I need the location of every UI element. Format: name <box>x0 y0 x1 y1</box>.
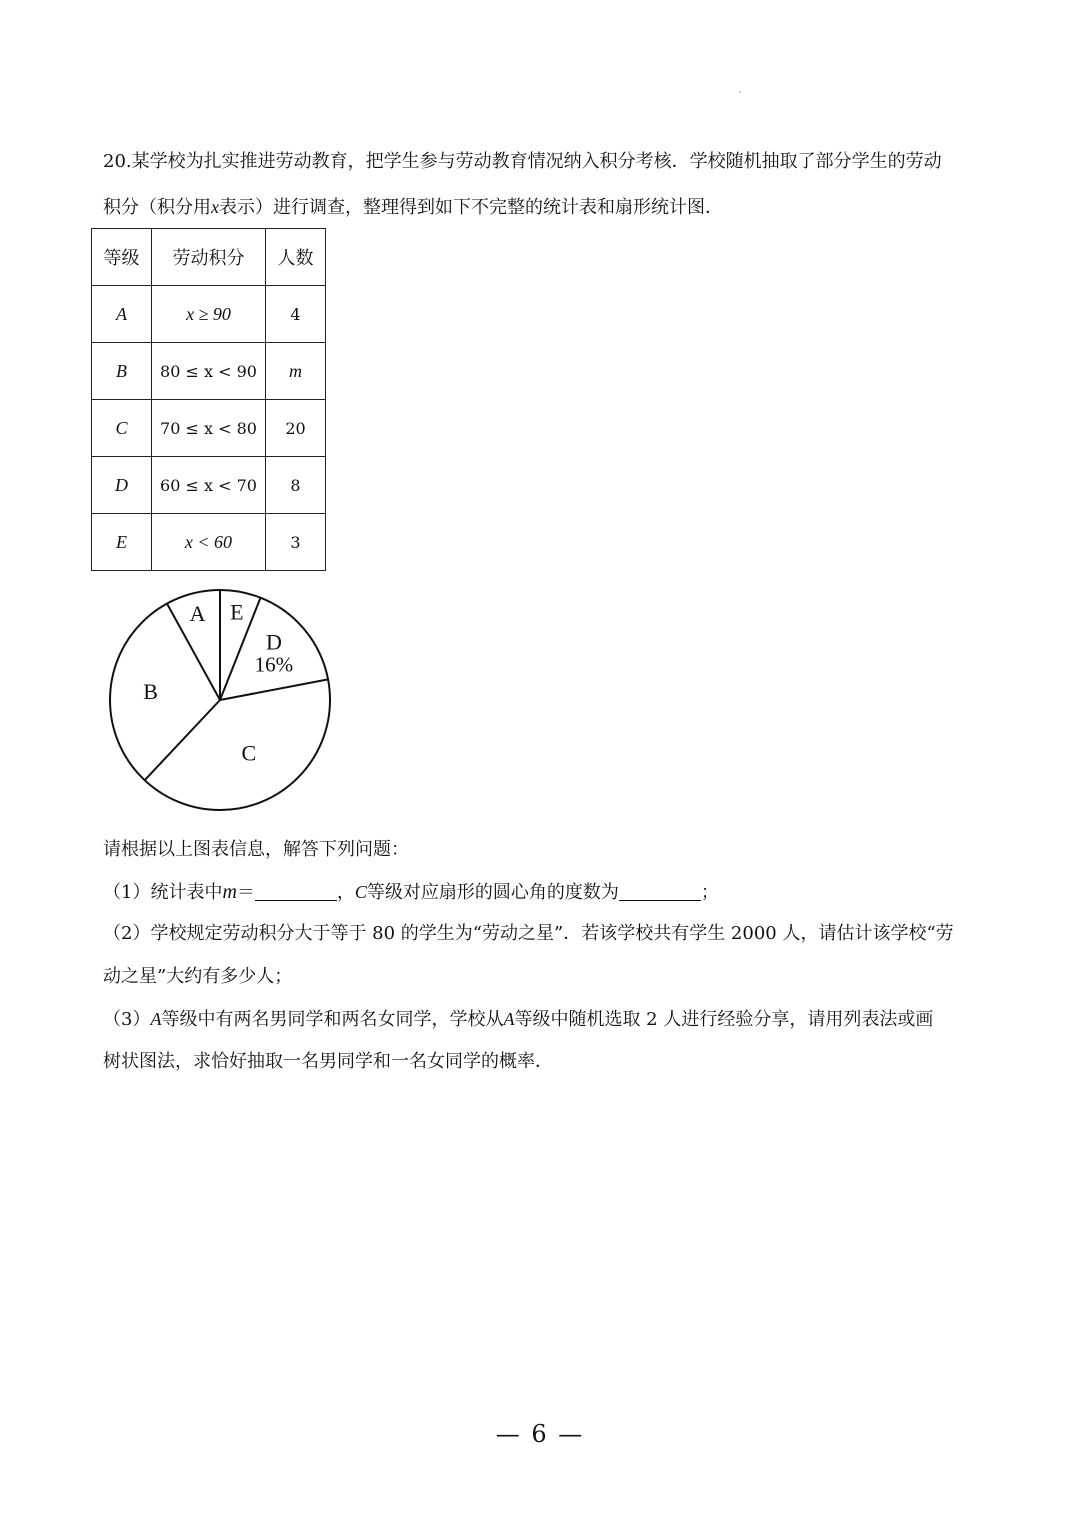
table-row <box>92 514 326 571</box>
cell-grade: C <box>92 400 152 457</box>
cell-range: 60 ≤ x < 70 <box>152 457 266 514</box>
header-count: 人数 <box>266 229 326 286</box>
question-1: （1）统计表中m＝ ，C等级对应扇形的圆心角的度数为 ； <box>103 881 719 903</box>
pie-label-C: C <box>241 740 257 766</box>
table-row <box>92 286 326 343</box>
cell-count: m <box>266 343 326 400</box>
cell-grade: B <box>92 343 152 400</box>
header-score: 劳动积分 <box>152 229 266 286</box>
answer-blank-m[interactable] <box>255 882 337 901</box>
answer-blank-angle[interactable] <box>619 882 701 901</box>
question-3-line1: （3）A等级中有两名男同学和两名女同学，学校从A等级中随机选取 2 人进行经验分享，请用列表法或画 <box>103 1009 934 1030</box>
pie-label-B: B <box>143 679 158 705</box>
cell-grade: D <box>92 457 152 514</box>
pie-label-E: E <box>230 599 244 625</box>
question-2-line1: （2）学校规定劳动积分大于等于 80 的学生为“劳动之星”．若该学校共有学生 2000 人，请估计该学校“劳 <box>103 923 954 944</box>
pie-label-D: D <box>265 629 282 655</box>
cell-grade: E <box>92 514 152 571</box>
questions-intro: 请根据以上图表信息，解答下列问题： <box>103 839 409 860</box>
cell-count: 3 <box>266 514 326 571</box>
score-table <box>91 228 326 571</box>
cell-count: 4 <box>266 286 326 343</box>
cell-range: 80 ≤ x < 90 <box>152 343 266 400</box>
table-row <box>92 343 326 400</box>
pie-slice-boundary-B <box>145 700 220 780</box>
cell-count: 20 <box>266 400 326 457</box>
pie-slice-boundary-C <box>220 679 328 700</box>
pie-value-label-D: 16% <box>254 652 294 677</box>
cell-range: x < 60 <box>152 514 266 571</box>
question-2-line2: 动之星”大约有多少人； <box>103 966 293 987</box>
problem-statement-line1: 20.某学校为扎实推进劳动教育，把学生参与劳动教育情况纳入积分考核．学校随机抽取了部分学生的劳动 <box>103 151 942 172</box>
cell-grade: A <box>92 286 152 343</box>
table-row <box>92 457 326 514</box>
cell-count: 8 <box>266 457 326 514</box>
table-header-row <box>92 229 326 286</box>
pie-label-A: A <box>189 600 206 626</box>
problem-statement-line2: 积分（积分用x表示）进行调查，整理得到如下不完整的统计表和扇形统计图． <box>103 197 723 218</box>
pie-chart <box>100 585 340 817</box>
table-row <box>92 400 326 457</box>
header-grade: 等级 <box>92 229 152 286</box>
cell-range: 70 ≤ x < 80 <box>152 400 266 457</box>
cell-range: x ≥ 90 <box>152 286 266 343</box>
page-number: — 6 — <box>495 1420 585 1448</box>
scan-speck <box>739 91 741 93</box>
question-3-line2: 树状图法，求恰好抽取一名男同学和一名女同学的概率． <box>103 1051 553 1072</box>
